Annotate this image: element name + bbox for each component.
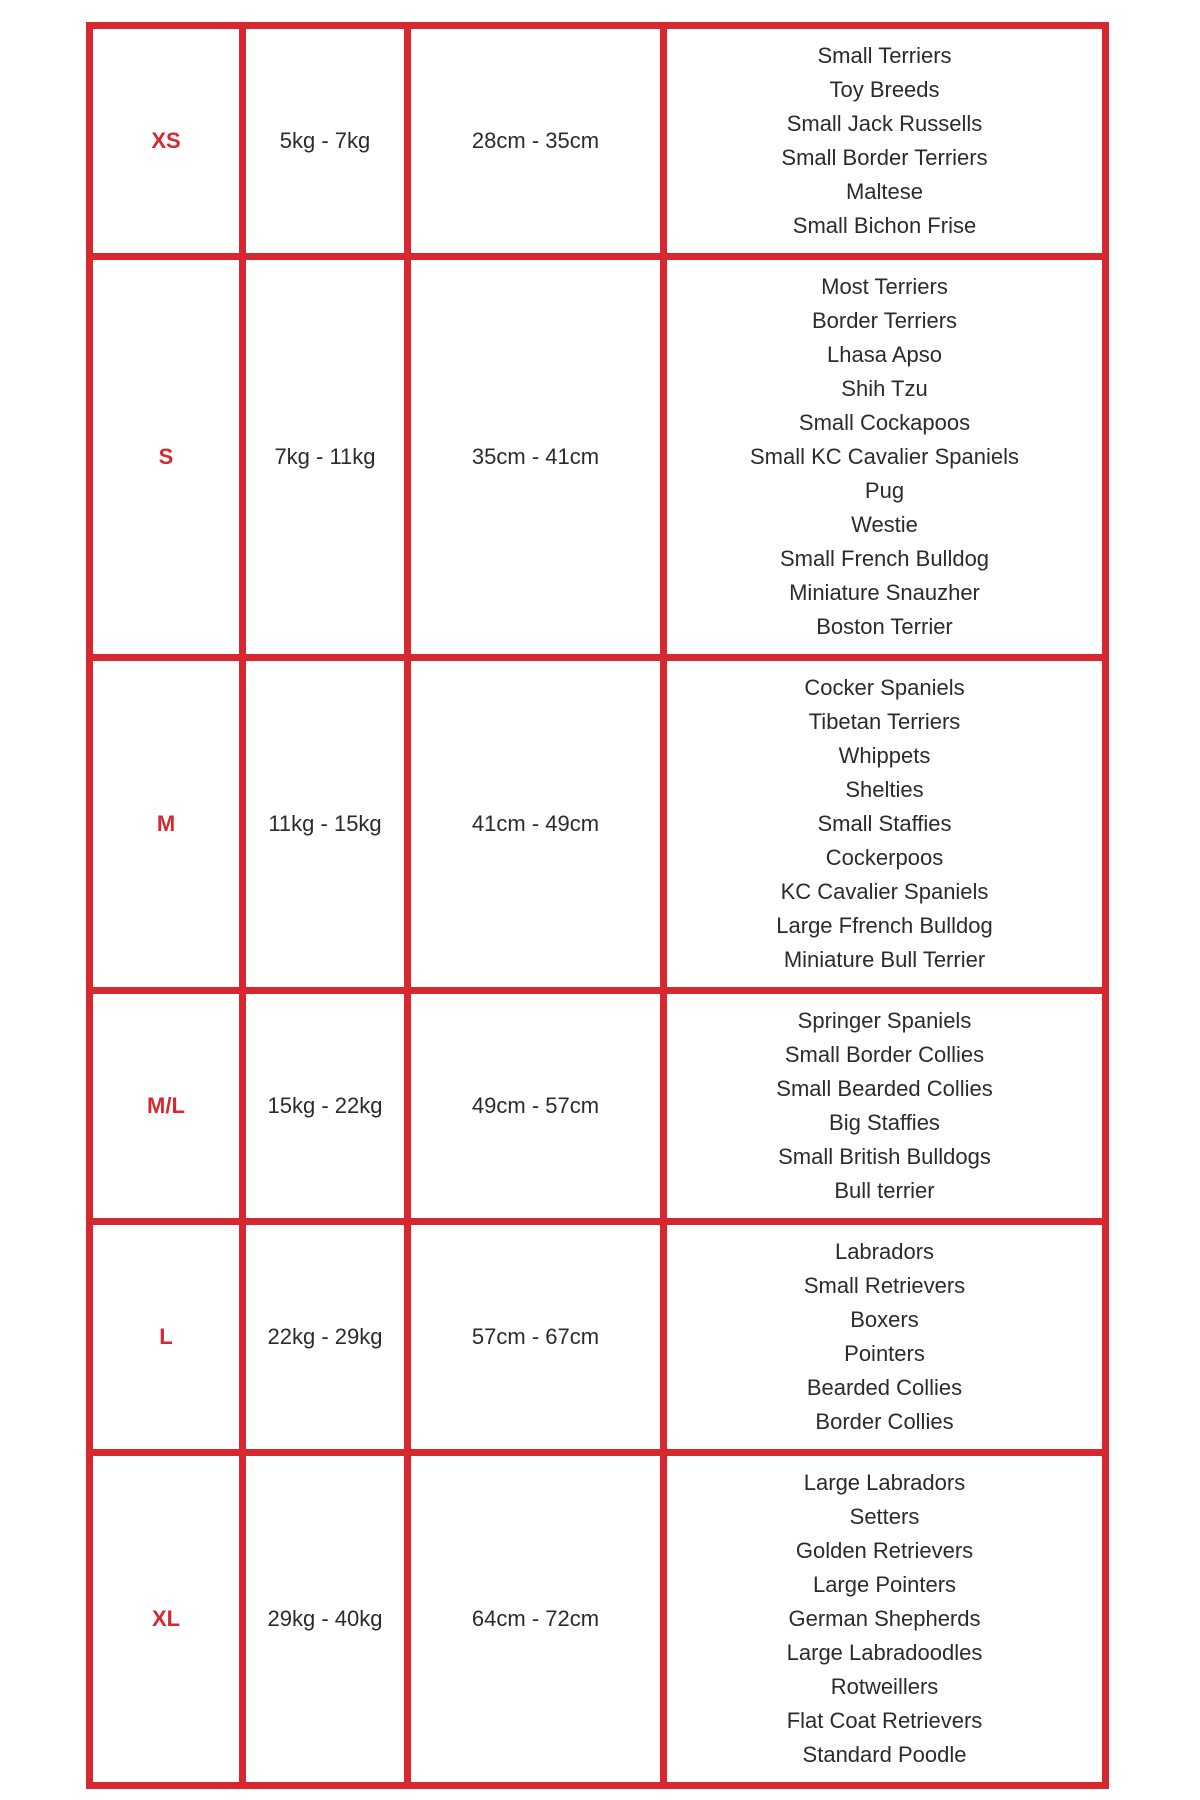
breed-item: Small Terriers — [817, 43, 952, 68]
breed-list — [667, 1004, 1102, 1208]
breed-item: Small Bichon Frise — [792, 213, 977, 238]
size-row — [90, 991, 1106, 1222]
size-label: S — [90, 257, 243, 658]
breed-item: Shih Tzu — [841, 376, 928, 401]
size-chart-body — [90, 26, 1106, 1786]
breed-item: Boxers — [850, 1307, 919, 1332]
weight-range: 11kg - 15kg — [243, 658, 408, 991]
breed-list-cell — [664, 257, 1106, 658]
length-range: 41cm - 49cm — [408, 658, 664, 991]
breed-list — [667, 1466, 1102, 1772]
breed-list — [667, 671, 1102, 977]
breed-list-cell — [664, 26, 1106, 257]
weight-range: 29kg - 40kg — [243, 1453, 408, 1786]
breed-item: Small Cockapoos — [798, 410, 971, 435]
size-chart-table — [86, 22, 1109, 1789]
size-row — [90, 1222, 1106, 1453]
breed-item: Lhasa Apso — [827, 342, 942, 367]
breed-item: KC Cavalier Spaniels — [780, 879, 989, 904]
breed-list-cell — [664, 658, 1106, 991]
breed-item: Large Labradoodles — [786, 1640, 983, 1665]
breed-item: Maltese — [845, 179, 924, 204]
breed-item: Rotweillers — [830, 1674, 939, 1699]
breed-item: Miniature Snauzher — [789, 580, 980, 605]
size-label: M/L — [90, 991, 243, 1222]
breed-item: Westie — [851, 512, 918, 537]
breed-item: Border Terriers — [811, 308, 958, 333]
size-row — [90, 257, 1106, 658]
breed-item: Large Pointers — [812, 1572, 957, 1597]
breed-item: Miniature Bull Terrier — [783, 947, 986, 972]
breed-item: Tibetan Terriers — [808, 709, 961, 734]
length-range: 49cm - 57cm — [408, 991, 664, 1222]
breed-item: Large Labradors — [803, 1470, 966, 1495]
breed-item: Standard Poodle — [802, 1742, 967, 1767]
breed-item: Cockerpoos — [825, 845, 944, 870]
breed-list-cell — [664, 1222, 1106, 1453]
breed-item: Whippets — [838, 743, 931, 768]
length-range: 64cm - 72cm — [408, 1453, 664, 1786]
breed-item: Springer Spaniels — [797, 1008, 972, 1033]
breed-item: Small Staffies — [817, 811, 952, 836]
breed-list — [667, 270, 1102, 644]
breed-item: Small Jack Russells — [786, 111, 983, 136]
breed-item: Most Terriers — [821, 274, 948, 299]
size-row — [90, 26, 1106, 257]
breed-item: Labradors — [834, 1239, 935, 1264]
breed-item: Border Collies — [815, 1409, 954, 1434]
breed-item: Small Retrievers — [803, 1273, 966, 1298]
breed-item: Bearded Collies — [806, 1375, 963, 1400]
breed-item: Small KC Cavalier Spaniels — [750, 444, 1019, 469]
size-row — [90, 1453, 1106, 1786]
breed-list-cell — [664, 1453, 1106, 1786]
breed-item: Golden Retrievers — [795, 1538, 974, 1563]
breed-item: Setters — [849, 1504, 920, 1529]
size-label: L — [90, 1222, 243, 1453]
breed-item: Big Staffies — [829, 1110, 940, 1135]
breed-item: Small Border Terriers — [781, 145, 988, 170]
weight-range: 15kg - 22kg — [243, 991, 408, 1222]
breed-item: Small French Bulldog — [779, 546, 990, 571]
breed-item: German Shepherds — [788, 1606, 981, 1631]
breed-item: Bull terrier — [834, 1178, 935, 1203]
length-range: 35cm - 41cm — [408, 257, 664, 658]
breed-item: Pointers — [844, 1341, 925, 1366]
breed-item: Flat Coat Retrievers — [786, 1708, 983, 1733]
breed-item: Shelties — [845, 777, 924, 802]
breed-item: Cocker Spaniels — [804, 675, 965, 700]
breed-item: Small Border Collies — [784, 1042, 985, 1067]
breed-item: Boston Terrier — [816, 614, 953, 639]
breed-item: Small British Bulldogs — [778, 1144, 991, 1169]
breed-item: Small Bearded Collies — [776, 1076, 993, 1101]
length-range: 57cm - 67cm — [408, 1222, 664, 1453]
length-range: 28cm - 35cm — [408, 26, 664, 257]
weight-range: 7kg - 11kg — [243, 257, 408, 658]
weight-range: 22kg - 29kg — [243, 1222, 408, 1453]
breed-list — [667, 1235, 1102, 1439]
size-label: XS — [90, 26, 243, 257]
size-row — [90, 658, 1106, 991]
size-label: M — [90, 658, 243, 991]
breed-item: Pug — [864, 478, 905, 503]
breed-list-cell — [664, 991, 1106, 1222]
breed-list — [667, 39, 1102, 243]
breed-item: Large Ffrench Bulldog — [776, 913, 993, 938]
weight-range: 5kg - 7kg — [243, 26, 408, 257]
size-label: XL — [90, 1453, 243, 1786]
breed-item: Toy Breeds — [829, 77, 940, 102]
